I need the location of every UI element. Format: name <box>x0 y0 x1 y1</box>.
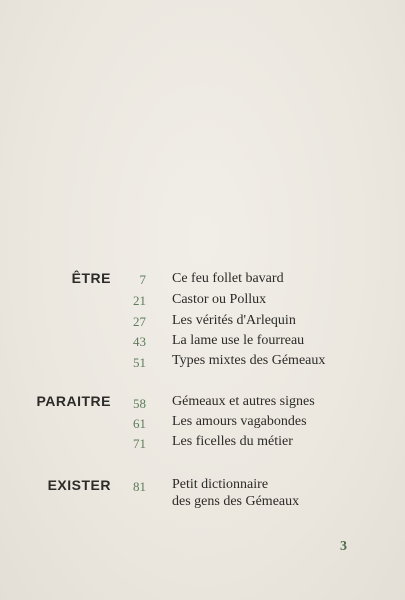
section-title-etre: ÊTRE <box>71 270 111 286</box>
toc-page-number: 61 <box>133 416 146 431</box>
toc-entry-title: Ce feu follet bavard <box>172 271 284 286</box>
toc-page-number: 43 <box>133 334 146 349</box>
toc-page-number: 71 <box>133 436 146 451</box>
toc-entry-title: Les vérités d'Arlequin <box>172 313 296 328</box>
toc-entry-title: Gémeaux et autres signes <box>172 394 315 409</box>
section-title-paraitre: PARAITRE <box>36 393 111 409</box>
page-folio: 3 <box>340 539 347 554</box>
section-title-exister: EXISTER <box>47 477 111 493</box>
toc-page-number: 81 <box>133 479 146 494</box>
toc-entry-title-continued: des gens des Gémeaux <box>172 494 300 509</box>
toc-entry-title: Les ficelles du métier <box>172 434 293 449</box>
toc-entry-title: Les amours vagabondes <box>172 414 307 429</box>
toc-page-number: 21 <box>133 293 146 308</box>
toc-page-number: 51 <box>133 355 146 370</box>
toc-entry-title: Petit dictionnaire <box>172 477 269 492</box>
toc-entry-title: Types mixtes des Gémeaux <box>172 353 326 368</box>
toc-entry-title: La lame use le fourreau <box>172 333 305 348</box>
toc-page-number: 58 <box>133 396 146 411</box>
toc-page-number: 27 <box>133 314 146 329</box>
toc-page-number: 7 <box>139 272 146 287</box>
toc-entry-title: Castor ou Pollux <box>172 292 267 307</box>
